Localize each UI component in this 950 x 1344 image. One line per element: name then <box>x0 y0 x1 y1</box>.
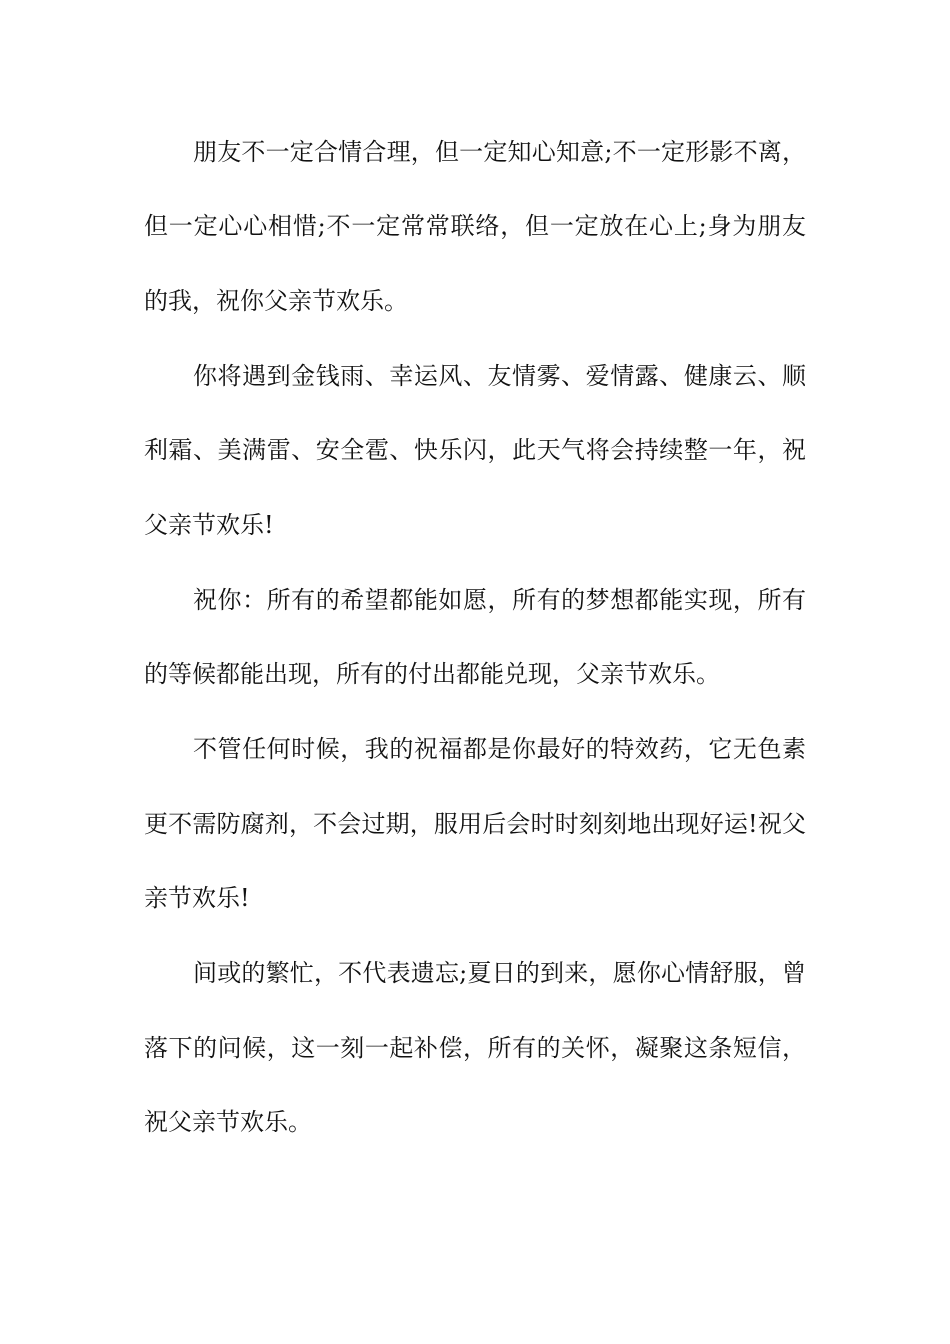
paragraph-1-line-3: 的我，祝你父亲节欢乐。 <box>144 287 408 315</box>
paragraph-5-line-1: 间或的繁忙，不代表遗忘;夏日的到来，愿你心情舒服，曾 <box>193 959 806 987</box>
paragraph-3-line-1: 祝你：所有的希望都能如愿，所有的梦想都能实现，所有 <box>193 586 806 614</box>
paragraph-5-line-2: 落下的问候，这一刻一起补偿，所有的关怀，凝聚这条短信， <box>144 1034 806 1062</box>
paragraph-1-line-1: 朋友不一定合情合理，但一定知心知意;不一定形影不离， <box>193 138 806 166</box>
paragraph-3-line-2: 的等候都能出现，所有的付出都能兑现，父亲节欢乐。 <box>144 660 720 688</box>
paragraph-2-line-2: 利霜、美满雷、安全雹、快乐闪，此天气将会持续整一年，祝 <box>144 436 806 464</box>
paragraph-2-line-1: 你将遇到金钱雨、幸运风、友情雾、爱情露、健康云、顺 <box>193 362 806 390</box>
paragraph-4-line-1: 不管任何时候，我的祝福都是你最好的特效药，它无色素 <box>193 735 806 763</box>
paragraph-2-line-3: 父亲节欢乐! <box>144 511 274 539</box>
paragraph-5-line-3: 祝父亲节欢乐。 <box>144 1108 312 1136</box>
paragraph-4-line-3: 亲节欢乐! <box>144 884 250 912</box>
paragraph-1-line-2: 但一定心心相惜;不一定常常联络，但一定放在心上;身为朋友 <box>144 212 806 240</box>
paragraph-4-line-2: 更不需防腐剂，不会过期，服用后会时时刻刻地出现好运!祝父 <box>144 810 806 838</box>
